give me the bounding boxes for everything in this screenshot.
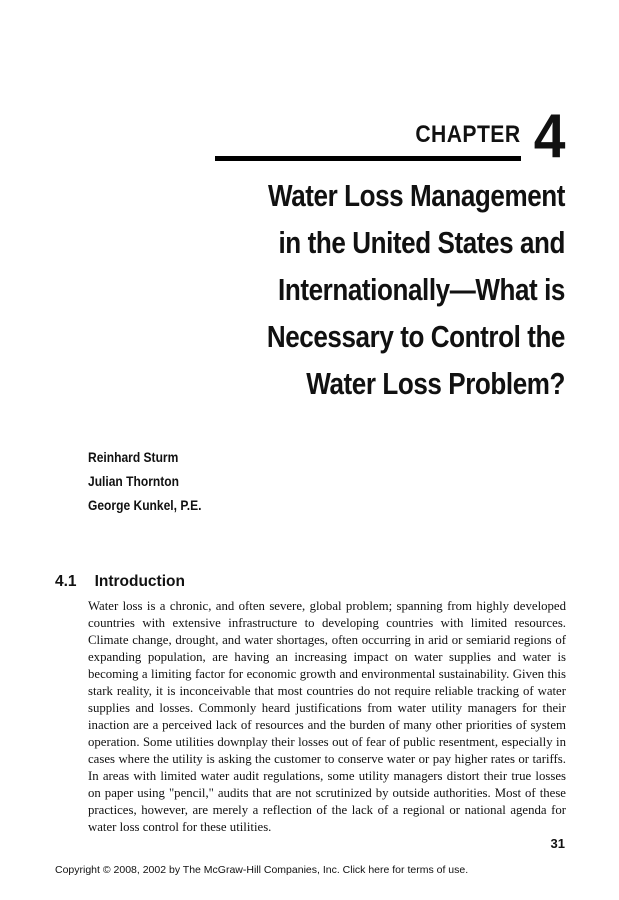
chapter-rule <box>215 121 521 161</box>
chapter-title-line: in the United States and <box>278 225 565 260</box>
author-name: Reinhard Sturm <box>88 449 179 465</box>
page-number: 31 <box>550 836 565 851</box>
copyright-line <box>55 864 468 876</box>
section-number: 4.1 <box>55 573 77 590</box>
chapter-title <box>204 172 565 407</box>
chapter-title-line: Internationally—What is <box>278 272 565 307</box>
section-heading <box>55 573 185 591</box>
chapter-heading <box>215 102 565 171</box>
chapter-title-line: Water Loss Problem? <box>306 366 565 401</box>
author-name: George Kunkel, P.E. <box>88 497 202 513</box>
terms-of-use-link[interactable]: Click here for terms of use. <box>342 864 469 876</box>
chapter-number: 4 <box>533 102 565 171</box>
copyright-text: Copyright © 2008, 2002 by The McGraw-Hill Companies, Inc. <box>55 864 343 876</box>
chapter-title-line: Water Loss Management <box>268 178 565 213</box>
chapter-title-line: Necessary to Control the <box>266 319 565 354</box>
section-title: Introduction <box>94 573 185 590</box>
intro-paragraph: Water loss is a chronic, and often severe, global problem; spanning from highly developed countries with extensive infrastructure to developing countries with limited resources. Climate change, drought, and water shortages, often occurring in arid or semiarid regions of expanding population, are having an increasing impact on water supplies and water is becoming a limiting factor for economic growth and environmental sustainability. Given this stark reality, it is inconceivable that most countries do not require reliable tracking of water supplies and losses. Commonly heard justifications from water utility managers for their inaction are a perceived lack of resources and the burden of many other priorities of system operation. Some utilities downplay their losses out of fear of public resentment, especially in cases where the utility is asking the customer to conserve water or pay higher rates or tariffs. In areas with limited water audit regulations, some utility managers distort their true losses on paper using "pencil," audits that are not scrutinized by outside authorities. Most of these practices, however, are merely a reflection of the lack of a regional or national agenda for water loss control for these utilities. <box>88 599 566 834</box>
author-name: Julian Thornton <box>88 473 179 489</box>
chapter-label: CHAPTER <box>415 120 521 148</box>
author-list <box>88 445 220 517</box>
